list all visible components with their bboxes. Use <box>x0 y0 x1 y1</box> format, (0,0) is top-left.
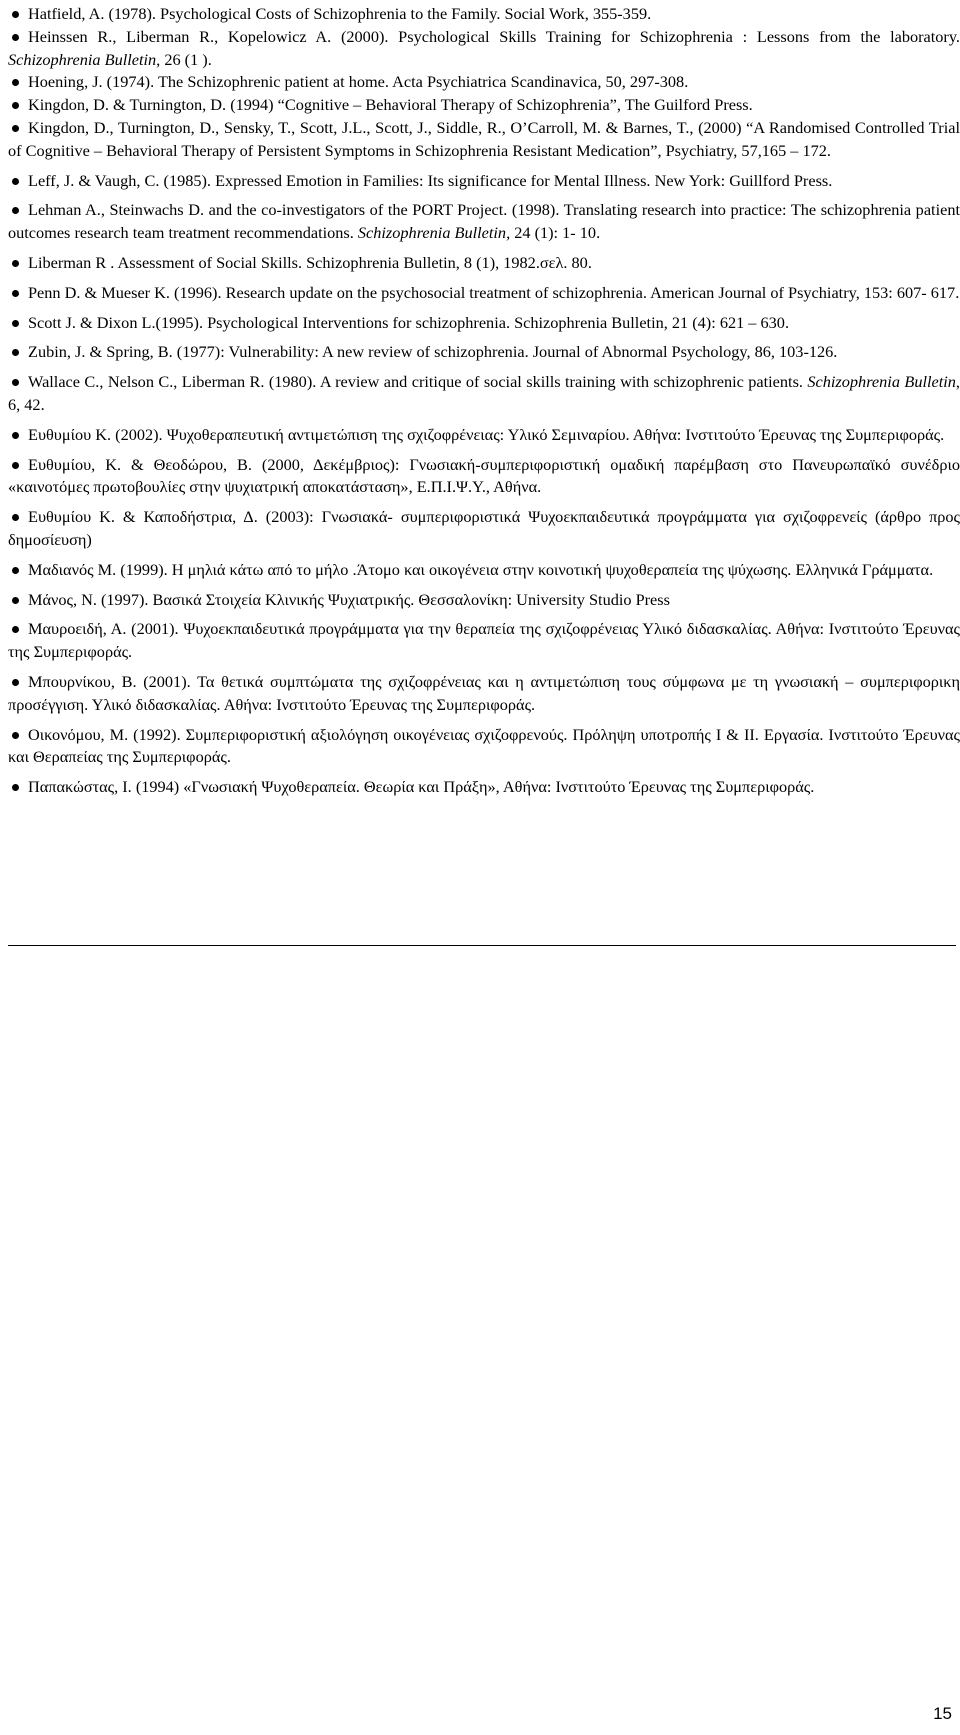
reference-text: Hoening, J. (1974). The Schizophrenic patient at home. Acta Psychiatrica Scandinavica, 50, 297-308. <box>28 72 689 92</box>
reference-item <box>8 776 960 799</box>
reference-item <box>8 589 960 612</box>
bullet-icon <box>12 679 19 686</box>
reference-item <box>8 3 960 26</box>
reference-text: Μαυροειδή, Α. (2001). Ψυχοεκπαιδευτικά προγράμματα για την θεραπεία της σχιζοφρένειας Υλικό διδασκαλίας. Αθήνα: Ινστιτούτο Έρευνας της Συμπεριφοράς. <box>8 619 960 662</box>
bullet-icon <box>12 125 19 132</box>
reference-item <box>8 199 960 245</box>
reference-item <box>8 724 960 770</box>
reference-item <box>8 26 960 72</box>
bullet-icon <box>12 732 19 739</box>
reference-text: Leff, J. & Vaugh, C. (1985). Expressed Emotion in Families: Its significance for Mental Illness. New York: Guillford Press. <box>28 170 833 190</box>
bullet-icon <box>12 178 19 185</box>
reference-list <box>8 3 960 799</box>
reference-item <box>8 94 960 117</box>
reference-item <box>8 71 960 94</box>
reference-text: Kingdon, D., Turnington, D., Sensky, T., Scott, J.L., Scott, J., Siddle, R., O’Carroll, M. & Barnes, T., (2000) “A Randomised Controlled Trial of Cognitive – Behavioral Therapy of Persistent Symptoms in Schizophrenia Resistant Medication”, Psychiatry, 57,165 – 172. <box>8 117 960 160</box>
reference-text: Ευθυμίου Κ. & Καποδήστρια, Δ. (2003): Γνωσιακά- συμπεριφοριστικά Ψυχοεκπαιδευτικά προγράμματα για σχιζοφρενείς (άρθρο προς δημοσίευση) <box>8 507 960 549</box>
reference-item <box>8 282 960 305</box>
reference-item <box>8 506 960 552</box>
reference-text: Heinssen R., Liberman R., Kopelowicz A. (2000). Psychological Skills Training for Schizophrenia : Lessons from the laboratory. Schizophrenia Bulletin, 26 (1 ). <box>8 26 960 69</box>
reference-item <box>8 170 960 193</box>
reference-item <box>8 341 960 364</box>
reference-text: Lehman A., Steinwachs D. and the co-investigators of the PORT Project. (1998). Translating research into practice: The schizophrenia patient outcomes research team treatment recommendations. Schizophrenia Bulletin, 24 (1): 1- 10. <box>8 200 960 243</box>
reference-item <box>8 671 960 717</box>
reference-text: Μπουρνίκου, Β. (2001). Τα θετικά συμπτώματα της σχιζοφρένειας και η αντιμετώπιση τους σύμφωνα με τη γνωσιακή – συμπεριφορικη προσέγγιση. Υλικό διδασκαλίας. Αθήνα: Ινστιτούτο Έρευνας της Συμπεριφοράς. <box>8 671 960 714</box>
reference-text: Ευθυμίου Κ. (2002). Ψυχοθεραπευτική αντιμετώπιση της σχιζοφρένειας: Υλικό Σεμιναρίου. Αθήνα: Ινστιτούτο Έρευνας της Συμπεριφοράς. <box>28 424 945 444</box>
reference-text: Scott J. & Dixon L.(1995). Psychological Interventions for schizophrenia. Schizophrenia Bulletin, 21 (4): 621 – 630. <box>28 312 790 332</box>
reference-item <box>8 424 960 447</box>
reference-item <box>8 454 960 500</box>
bullet-icon <box>12 11 19 18</box>
reference-text: Wallace C., Nelson C., Liberman R. (1980). A review and critique of social skills training with schizophrenic patients. Schizophrenia Bulletin, 6, 42. <box>8 372 960 414</box>
bullet-icon <box>12 432 19 439</box>
bullet-icon <box>12 290 19 297</box>
reference-text: Μαδιανός Μ. (1999). Η μηλιά κάτω από το μήλο .Άτομο και οικογένεια στην κοινοτική ψυχοθεραπεία της ψύχωσης. Ελληνικά Γράμματα. <box>28 559 934 579</box>
reference-item <box>8 559 960 582</box>
reference-text: Hatfield, A. (1978). Psychological Costs of Schizophrenia to the Family. Social Work, 355-359. <box>28 4 652 23</box>
bullet-icon <box>12 597 19 604</box>
reference-item <box>8 117 960 163</box>
reference-text: Παπακώστας, Ι. (1994) «Γνωσιακή Ψυχοθεραπεία. Θεωρία και Πράξη», Αθήνα: Ινστιτούτο Έρευνας της Συμπεριφοράς. <box>28 777 815 797</box>
page-number: 15 <box>933 1704 952 1723</box>
bullet-icon <box>12 320 19 327</box>
bullet-icon <box>12 567 19 574</box>
reference-text: Οικονόμου, Μ. (1992). Συμπεριφοριστική αξιολόγηση οικογένειας σχιζοφρενούς. Πρόληψη υποτροπής Ι & ΙΙ. Εργασία. Ινστιτούτο Έρευνας και Θεραπείας της Συμπεριφοράς. <box>8 724 960 767</box>
reference-text: Ευθυμίου, Κ. & Θεοδώρου, Β. (2000, Δεκέμβριος): Γνωσιακή-συμπεριφοριστική ομαδική παρέμβαση στο Πανευρωπαϊκό συνέδριο «καινοτόμες πρωτοβουλίες στην ψυχιατρική αποκατάσταση», Ε.Π.Ι.Ψ.Υ., Αθήνα. <box>8 454 960 497</box>
bullet-icon <box>12 462 19 469</box>
reference-text: Penn D. & Mueser K. (1996). Research update on the psychosocial treatment of schizophrenia. American Journal of Psychiatry, 153: 607- 617. <box>28 282 960 302</box>
reference-text: Μάνος, Ν. (1997). Βασικά Στοιχεία Κλινικής Ψυχιατρικής. Θεσσαλονίκη: University Studio Press <box>28 589 670 609</box>
bullet-icon <box>12 34 19 41</box>
footnote-divider <box>8 945 956 946</box>
reference-text: Zubin, J. & Spring, B. (1977): Vulnerability: A new review of schizophrenia. Journal of Abnormal Psychology, 86, 103-126. <box>28 342 838 362</box>
reference-item <box>8 618 960 664</box>
reference-item <box>8 252 960 275</box>
reference-item <box>8 312 960 335</box>
reference-text: Kingdon, D. & Turnington, D. (1994) “Cognitive – Behavioral Therapy of Schizophrenia”, The Guilford Press. <box>28 95 753 115</box>
reference-text: Liberman R . Assessment of Social Skills. Schizophrenia Bulletin, 8 (1), 1982.σελ. 80. <box>28 252 592 272</box>
bullet-icon <box>12 260 19 267</box>
reference-item <box>8 371 960 417</box>
